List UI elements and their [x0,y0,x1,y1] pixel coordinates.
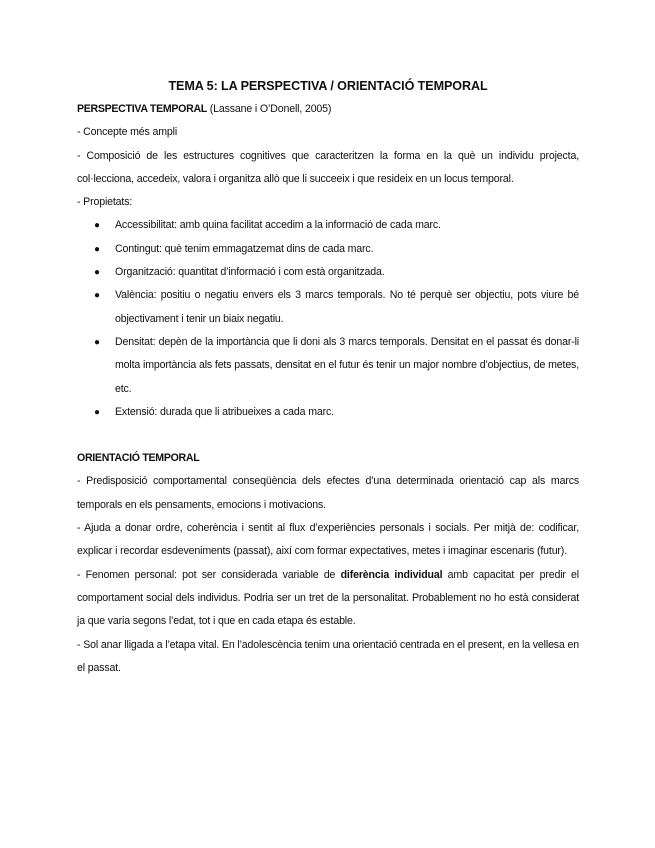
orientacio-paragraph-2: - Ajuda a donar ordre, coherència i sentit al flux d’experiències personals i socials. Per mitjà de: codificar, explicar i recordar esdeveniments (passat), així com formar expectatives, metes i imaginar escenaris (futur). [77,522,579,558]
perspectiva-line-concepte: - Concepte més ampli [77,126,178,139]
orientacio-paragraph-3 [77,564,579,634]
list-item [77,238,579,261]
bullet-icon: ● [94,336,100,348]
list-item [77,331,579,401]
list-item [77,214,579,237]
section-spacer [77,424,579,447]
list-item-text: Extensió: durada que li atribueixes a cada marc. [115,405,334,418]
perspectiva-line-composicio: - Composició de les estructures cognitives que caracteritzen la forma en la què un individu projecta, col·lecciona, accedeix, valora i organitza allò que li succeeix i que resideix en un locus temporal. [77,149,579,185]
bullet-icon: ● [94,243,100,255]
orientacio-paragraph-1: - Predisposició comportamental conseqüència dels efectes d’una determinada orientació cap als marcs temporals en els pensaments, emocions i motivacions. [77,475,579,511]
document-page [77,76,579,680]
orientacio-p3-bold: diferència individual [340,568,443,581]
list-item-text: Accessibilitat: amb quina facilitat accedim a la informació de cada marc. [115,219,441,232]
list-item [77,261,579,284]
bullet-icon: ● [94,267,100,279]
bullet-icon: ● [94,290,100,302]
propietats-list [77,214,579,424]
bullet-icon: ● [94,220,100,232]
perspectiva-props-label: - Propietats: [77,196,133,209]
perspectiva-heading: PERSPECTIVA TEMPORAL [77,103,207,115]
perspectiva-heading-line [77,98,579,121]
orientacio-paragraph-4: - Sol anar lligada a l’etapa vital. En l’adolescència tenim una orientació centrada en el present, en la vellesa en el passat. [77,638,579,674]
page-title: TEMA 5: LA PERSPECTIVA / ORIENTACIÓ TEMPORAL [168,79,488,93]
orientacio-p3-end: amb capacitat per predir el comportament social dels individus. Podria ser un tret de la personalitat. Probablement no ho està considerat ja que varia segons l’edat, tot i que en cada etapa és estable. [77,568,580,628]
perspectiva-citation: (Lassane i O’Donell, 2005) [206,103,332,115]
list-item [77,401,579,424]
list-item-text: València: positiu o negatiu envers els 3 marcs temporals. No té perquè ser objectiu, pots viure bé objectivament i tenir un biaix negatiu. [115,289,579,325]
list-item-text: Densitat: depèn de la importància que li doni als 3 marcs temporals. Densitat en el passat és donar-li molta importància als fets passats, densitat en el futur és tenir un major nombre d’objectius, de metes, etc. [115,335,579,395]
list-item [77,284,579,331]
orientacio-heading: ORIENTACIÓ TEMPORAL [77,452,200,465]
list-item-text: Organització: quantitat d’informació i com està organitzada. [115,266,385,279]
list-item-text: Contingut: què tenim emmagatzemat dins de cada marc. [115,242,374,255]
orientacio-p3-start: - Fenomen personal: pot ser considerada variable de [77,568,341,581]
bullet-icon: ● [94,406,100,418]
